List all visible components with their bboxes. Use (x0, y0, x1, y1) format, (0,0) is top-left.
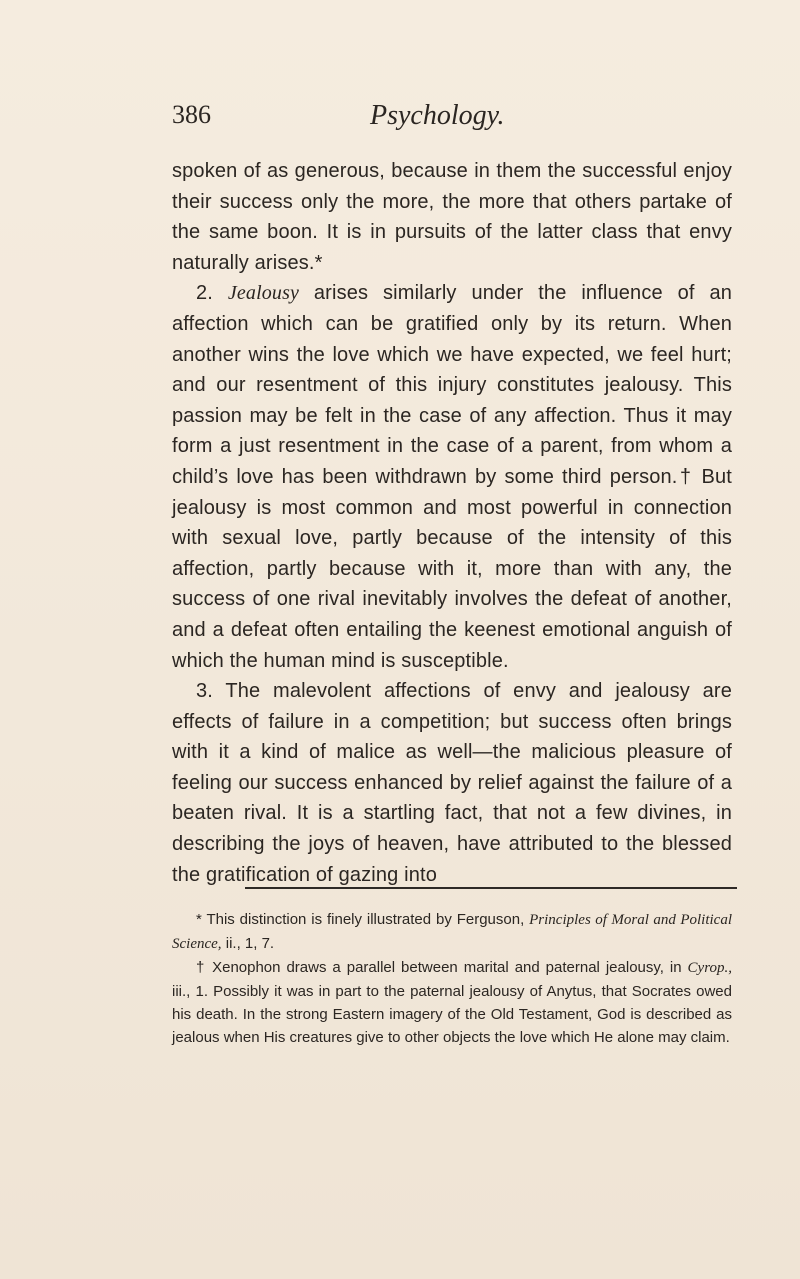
footnote-divider (245, 887, 737, 889)
paragraph-2-number: 2. (196, 282, 213, 305)
footnote-2-rest: iii., 1. Possibly it was in part to the paternal jealousy of Anytus, that Socrates owed his death. In the strong Eastern imagery of the Old Testament, God is described as jealous when His creatures give to other objects the love which He alone may claim. (172, 983, 732, 1046)
footnote-1-ref: ii., 1, 7. (225, 935, 275, 952)
running-title: Psychology. (370, 100, 505, 131)
paragraph-1: spoken of as generous, because in them the successful enjoy their success only the more, the more that others partake of the same boon. It is in pursuits of the latter class that envy naturally arises.* (172, 160, 732, 274)
paragraph-3: 3. The malevolent affections of envy and jealousy are effects of failure in a competition; but success often brings with it a kind of malice as well—the malicious pleasure of feeling our success enhanced by relief against the failure of a beaten rival. It is a startling fact, that not a few divines, in describing the joys of heaven, have attributed to the blessed the gratification of gazing into (172, 680, 732, 886)
footnote-1-text: * This distinction is finely illustrated by Ferguson, (196, 911, 525, 928)
footnote-2-text: † Xenophon draws a parallel between marital and paternal jealousy, in (196, 959, 682, 976)
footnote-1-title: Principles of Moral and Political Science, (172, 912, 733, 952)
body-text (172, 156, 732, 890)
footnote-2 (172, 956, 732, 1049)
footnotes (172, 908, 732, 1049)
paragraph-2 (172, 278, 732, 676)
page-header (172, 100, 732, 140)
footnote-1 (172, 908, 732, 956)
paragraph-2-text: arises similarly under the influence of an affection which can be gratified only by its return. When another wins the love which we have expected, we feel hurt; and our resentment of this injury constitutes jealousy. This passion may be felt in the case of any affection. Thus it may form a just resentment in the case of a parent, from whom a child’s love has been withdrawn by some third person.† But jealousy is most common and most powerful in connection with sexual love, partly because of the intensity of this affection, partly because with it, more than with any, the success of one rival inevitably involves the defeat of another, and a defeat often entailing the keenest emotional anguish of which the human mind is susceptible. (172, 282, 732, 672)
jealousy-term: Jealousy (227, 282, 300, 305)
page-number: 386 (172, 100, 211, 129)
footnote-2-title: Cyrop., (687, 960, 732, 976)
